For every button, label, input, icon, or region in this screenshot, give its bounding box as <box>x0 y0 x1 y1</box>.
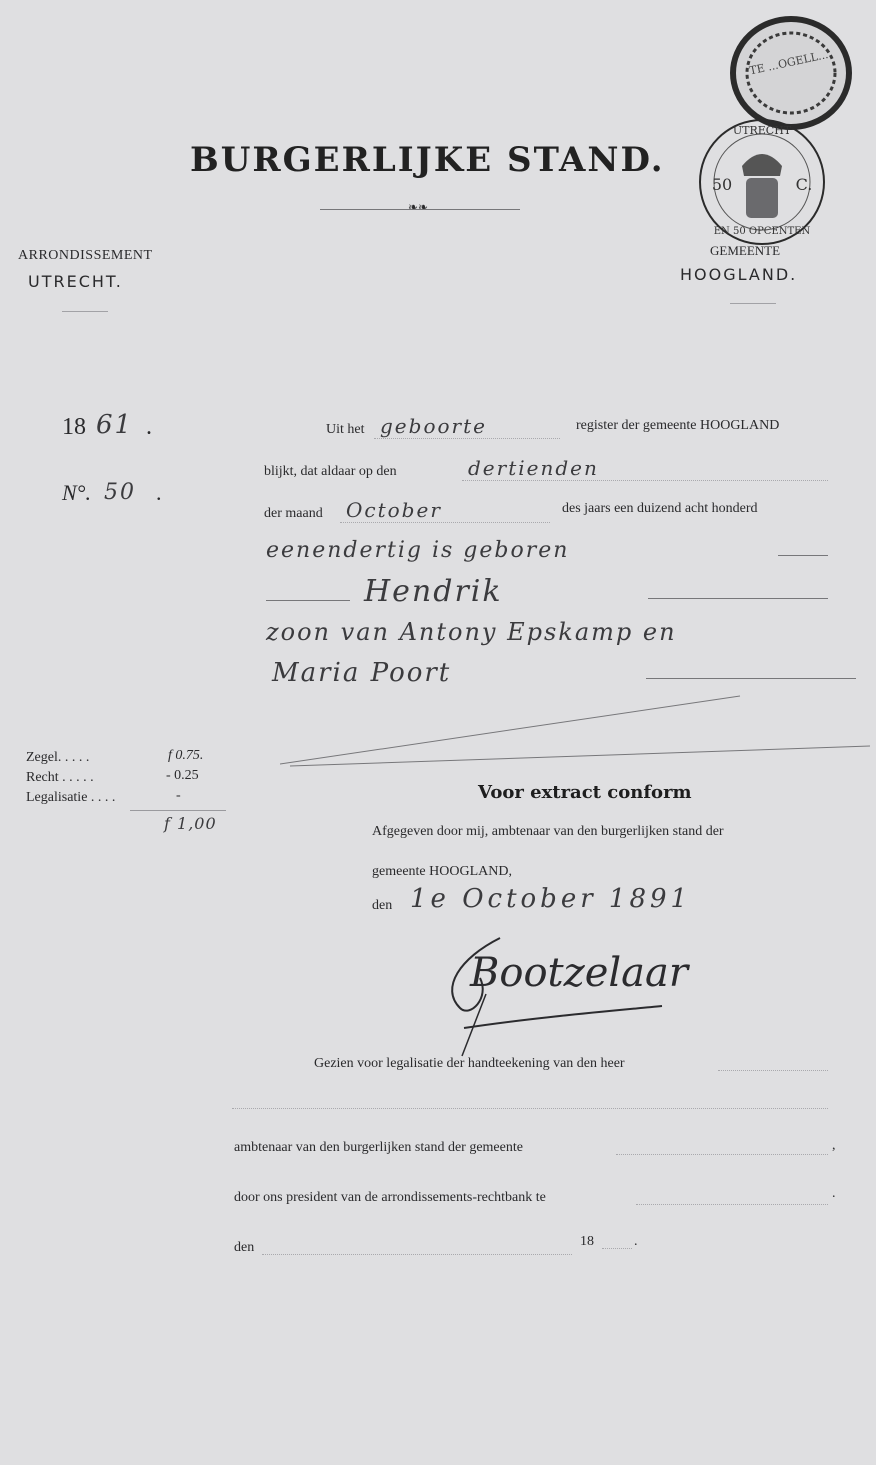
legalisation-line2: ambtenaar van den burgerlijken stand der gemeente <box>234 1140 523 1155</box>
fee-sum-rule <box>130 810 226 811</box>
tax-stamp-value-left: 50 <box>711 175 733 194</box>
number-printed: N°. <box>62 480 91 505</box>
record-line3-prefix: der maand <box>264 506 323 521</box>
tax-stamp-value-right: C. <box>795 175 813 194</box>
signature: Bootzelaar <box>470 950 688 996</box>
legalisation-line4-end: . <box>634 1234 638 1249</box>
legalisation-line4-year: 18 <box>580 1234 594 1249</box>
number-dot: . <box>156 480 162 505</box>
fee-zegel-label: Zegel. . . . . <box>26 750 90 765</box>
gemeente-label: GEMEENTE <box>710 243 781 258</box>
extract-heading: Voor extract conform <box>478 782 692 803</box>
gemeente-value: HOOGLAND. <box>680 265 798 284</box>
fee-recht-value: - 0.25 <box>166 768 199 783</box>
extract-date-prefix: den <box>372 898 393 913</box>
number-written: 50 <box>104 480 136 505</box>
signature-flourish <box>440 928 670 1058</box>
legalisation-line4-prefix: den <box>234 1240 255 1255</box>
record-line1-prefix: Uit het <box>326 422 365 437</box>
arrondissement-value: UTRECHT. <box>28 272 123 291</box>
tax-stamp-bottom-text: EN 50 OPCENTEN <box>713 226 811 237</box>
year-written: 61 <box>96 410 134 440</box>
fee-recht-label: Recht . . . . . <box>26 770 94 785</box>
legalisation-line2-end: , <box>832 1138 836 1153</box>
seal-text: TE ...OGELL... <box>748 48 830 78</box>
record-line5-written: Hendrik <box>364 574 503 609</box>
record-line4-written: eenendertig is geboren <box>266 538 570 563</box>
record-line7-written: Maria Poort <box>272 658 452 688</box>
record-line3-suffix: des jaars een duizend acht honderd <box>562 501 758 516</box>
page-title: BURGERLIJKE STAND. <box>190 140 665 180</box>
tax-stamp-icon <box>696 116 828 248</box>
arrondissement-rule <box>62 311 108 312</box>
gemeente-rule <box>730 303 776 304</box>
legalisation-line1: Gezien voor legalisatie der handteekening van den heer <box>314 1056 625 1071</box>
extract-line1: Afgegeven door mij, ambtenaar van den burgerlijken stand der <box>372 824 724 839</box>
closing-strokes <box>280 694 872 768</box>
municipal-seal-icon <box>728 14 854 132</box>
fee-total-written: f 1,00 <box>164 814 217 833</box>
arrondissement-label: ARRONDISSEMENT <box>18 248 153 263</box>
fee-zegel-value: f 0.75. <box>168 748 204 763</box>
ornament-icon: ❧❧ <box>408 200 429 214</box>
fee-legalisatie-label: Legalisatie . . . . <box>26 790 116 805</box>
year-printed: 18 <box>62 414 86 440</box>
legalisation-line3: door ons president van de arrondissements-rechtbank te <box>234 1190 546 1205</box>
extract-date-written: 1e October 1891 <box>410 884 692 914</box>
record-line1-suffix: register der gemeente HOOGLAND <box>576 418 780 433</box>
record-line2-written: dertienden <box>468 456 599 480</box>
extract-line2: gemeente HOOGLAND, <box>372 864 512 879</box>
tax-stamp-top-text: UTRECHT <box>732 124 792 137</box>
fee-legalisatie-value: - <box>176 788 181 803</box>
year-dot: . <box>146 414 152 440</box>
record-line3-written: October <box>346 498 442 522</box>
record-line2-prefix: blijkt, dat aldaar op den <box>264 464 397 479</box>
legalisation-line3-end: . <box>832 1186 836 1201</box>
record-line1-written: geboorte <box>380 414 487 438</box>
record-line6-written: zoon van Antony Epskamp en <box>266 618 677 646</box>
